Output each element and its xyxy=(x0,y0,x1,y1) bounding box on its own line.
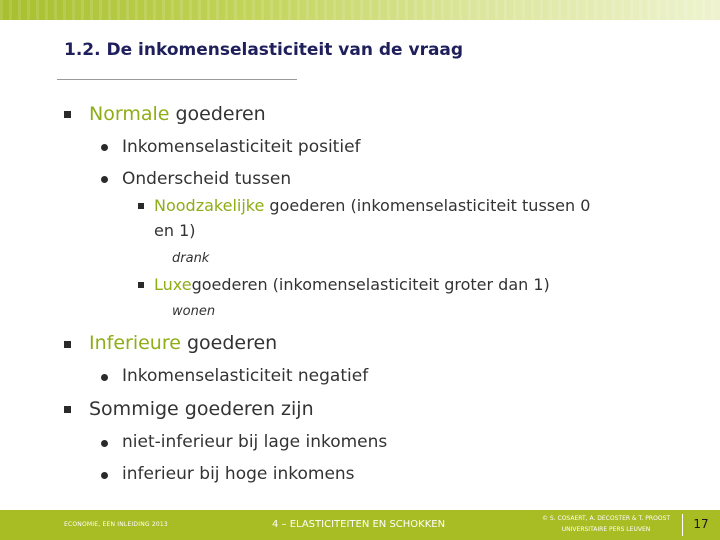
footer-divider xyxy=(682,514,683,536)
item-positive-elasticity: Inkomenselasticiteit positief xyxy=(122,137,361,157)
bullet-dot-icon xyxy=(101,374,108,381)
item-low-income: niet-inferieur bij lage inkomens xyxy=(122,432,388,452)
bullet-some-goods: Sommige goederen zijn xyxy=(89,398,314,420)
footer-chapter: 4 – ELASTICITEITEN EN SCHOKKEN xyxy=(272,519,446,530)
bullet-square-icon xyxy=(64,341,71,348)
bullet-dot-icon xyxy=(101,176,108,183)
bullet-square-icon xyxy=(64,406,71,413)
page-number: 17 xyxy=(693,517,709,531)
bullet-dot-icon xyxy=(101,440,108,447)
bullet-square-icon xyxy=(138,282,144,288)
footer-copyright xyxy=(536,513,676,535)
footer-bar xyxy=(0,510,720,540)
example-wonen: wonen xyxy=(172,304,216,319)
bullet-square-icon xyxy=(138,203,144,209)
item-necessity-goods: Noodzakelijke goederen (inkomenselasticiteit tussen 0 xyxy=(154,196,591,215)
footer-authors: © S. COSAERT, A. DECOSTER & T. PROOST xyxy=(541,515,670,522)
bullet-normal-goods: Normale goederen xyxy=(89,103,266,125)
item-necessity-cont: en 1) xyxy=(154,221,196,240)
item-luxury-goods: Luxegoederen (inkomenselasticiteit groter dan 1) xyxy=(154,275,550,294)
footer-course: ECONOMIE, EEN INLEIDING 2013 xyxy=(64,521,168,528)
accent-term: Inferieure xyxy=(89,332,181,354)
item-high-income: inferieur bij hoge inkomens xyxy=(122,464,355,484)
accent-term: Normale xyxy=(89,103,170,125)
footer-publisher: UNIVERSITAIRE PERS LEUVEN xyxy=(561,526,651,533)
bullet-inferior-goods: Inferieure goederen xyxy=(89,332,278,354)
bullet-square-icon xyxy=(64,111,71,118)
bullet-dot-icon xyxy=(101,472,108,479)
example-drank: drank xyxy=(172,251,210,266)
bullet-dot-icon xyxy=(101,144,108,151)
item-distinction: Onderscheid tussen xyxy=(122,169,292,189)
accent-term: Noodzakelijke xyxy=(154,196,265,215)
accent-term: Luxe xyxy=(154,275,192,294)
item-negative-elasticity: Inkomenselasticiteit negatief xyxy=(122,366,369,386)
slide-title: 1.2. De inkomenselasticiteit van de vraag xyxy=(64,40,464,60)
